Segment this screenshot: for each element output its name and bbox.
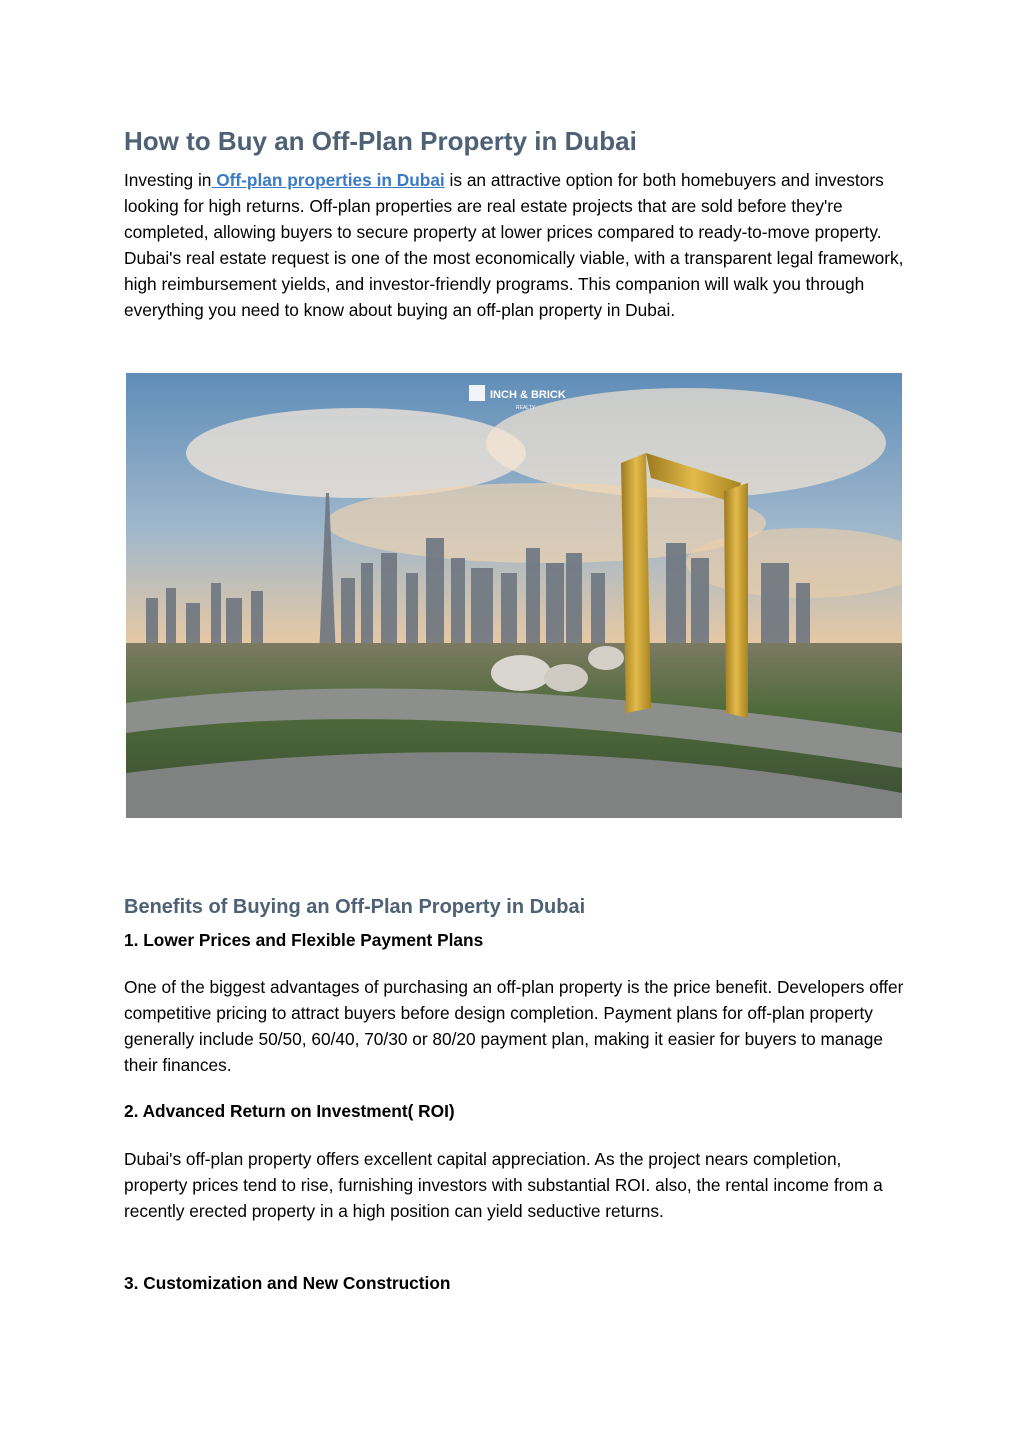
- offplan-properties-link[interactable]: Off-plan properties in Dubai: [211, 170, 445, 190]
- logo-text: INCH & BRICK: [490, 389, 566, 401]
- page-title: How to Buy an Off-Plan Property in Dubai: [124, 126, 637, 156]
- benefit-1-body: One of the biggest advantages of purchasing an off-plan property is the price benefit. Developers offer competitive pricing to attract buyers before design completion. Payment plans for off-plan property generally include 50/50, 60/40, 70/30 or 80/20 payment plan, making it easier for buyers to manage their finances.: [124, 977, 904, 1075]
- intro-prefix: Investing in: [124, 170, 212, 190]
- benefit-2-body: Dubai's off-plan property offers excellent capital appreciation. As the project nears completion, property prices tend to rise, furnishing investors with substantial ROI. also, the rental income from a recently erected property in a high position can yield seductive returns.: [124, 1149, 883, 1221]
- hero-image: [126, 373, 902, 818]
- benefit-1-title: 1. Lower Prices and Flexible Payment Plans: [124, 930, 484, 950]
- intro-rest: is an attractive option for both homebuyers and investors looking for high returns. Off-plan properties are real estate projects that are sold before they're completed, allowing buyers to secure property at lower prices compared to ready-to-move property. Dubai's real estate request is one of the most economically viable, with a transparent legal framework, high reimbursement yields, and investor-friendly programs. This companion will walk you through everything you need to know about buying an off-plan property in Dubai.: [124, 170, 904, 320]
- benefits-heading: Benefits of Buying an Off-Plan Property in Dubai: [124, 896, 586, 918]
- benefit-3-title: 3. Customization and New Construction: [124, 1273, 451, 1293]
- benefit-2-title: 2. Advanced Return on Investment( ROI): [124, 1101, 455, 1121]
- logo-subtext: REALTY: [516, 405, 536, 411]
- intro-paragraph: [124, 167, 909, 323]
